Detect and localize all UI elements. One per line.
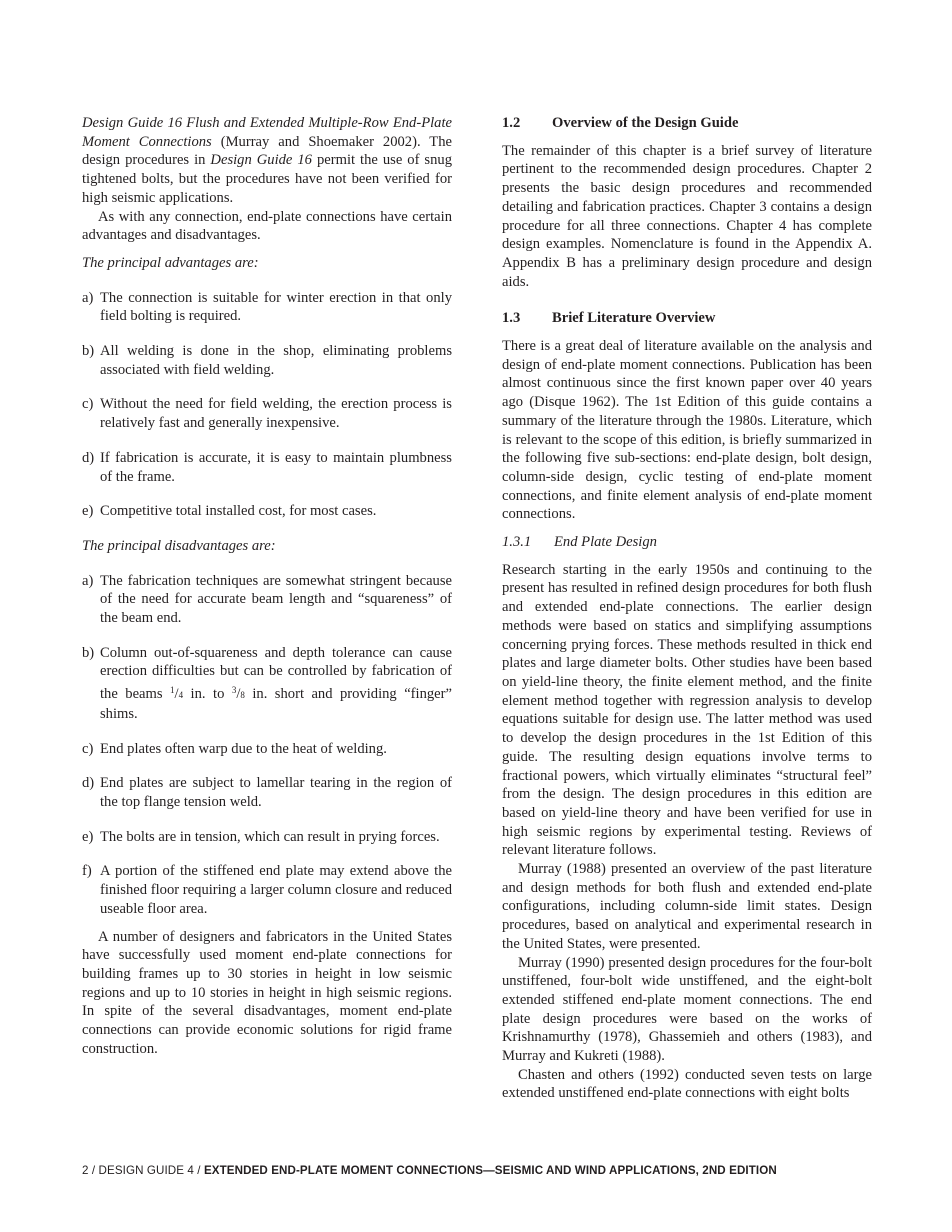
list-text: End plates often warp due to the heat of welding. — [100, 740, 387, 757]
fraction-denominator: 4 — [178, 690, 184, 701]
list-item — [82, 862, 452, 918]
left-column — [82, 114, 452, 1058]
list-item — [82, 289, 452, 326]
list-item: b) Column out-of-squareness and depth tolerance can cause erection difficulties but can be controlled by fabrication of the beams $^1$/4 in. to $^3$/8 in. short and providing “finger” shims. — [82, 644, 452, 722]
list-item — [82, 572, 452, 628]
list-item — [82, 395, 452, 432]
list-label: a) — [82, 289, 94, 306]
intro-italic-ref: Design Guide 16 — [210, 152, 312, 169]
intro-text-2: permit the use of snug tightened bolts, but the procedures have not been verified for high seismic applications. — [82, 152, 452, 206]
list-label: b) — [82, 644, 95, 661]
list-item — [82, 774, 452, 811]
list-item — [82, 502, 452, 521]
fraction-denominator: 8 — [240, 690, 245, 701]
closing-paragraph: A number of designers and fabricators in the United States have successfully used moment end-plate connections for building frames up to 30 stories in height in low seismic regions and up to 10 stories in height in high seismic regions. In spite of the several disadvantages, moment end-plate connections can provide economic solutions for rigid frame construction. — [82, 928, 452, 1057]
fraction-numerator: 1 — [170, 685, 175, 696]
intro-text-1: (Murray and Shoemaker 2002). The design procedures in — [82, 133, 452, 169]
list-text: in. to — [183, 686, 232, 703]
list-item — [82, 449, 452, 486]
list-label: b) — [82, 343, 95, 360]
list-label: f) — [82, 863, 92, 880]
literature-paragraph: There is a great deal of literature available on the analysis and design of end-plate moment connections. Publication has been almost continuous since the first known paper over 40 years ago (Disque 1962). The 1st Edition of this guide contains a summary of the literature through the 1980s. Literature, which is relevant to the scope of this edition, is briefly summarized in the following five sub-sections: end-plate design, bolt design, column-side design, cyclic testing of end-plate moment connections, and finite element analysis of end-plate moment connections. — [502, 338, 872, 523]
subsection-number: 1.3.1 — [502, 534, 532, 551]
section-title: Brief Literature Overview — [552, 310, 716, 327]
section-heading-1-3 — [502, 309, 872, 328]
list-text: Without the need for field welding, the erection process is relatively fast and generally inexpensive. — [100, 396, 452, 432]
list-label: c) — [82, 396, 94, 413]
intro-italic-title: Design Guide 16 Flush and Extended Multiple-Row End-Plate Moment Connections — [82, 115, 452, 150]
advantages-heading: The principal advantages are: — [82, 254, 259, 271]
list-text: A portion of the stiffened end plate may extend above the finished floor requiring a larger column closure and reduced useable floor area. — [100, 863, 452, 917]
section-heading-1-2 — [502, 114, 872, 133]
page-footer — [82, 1164, 882, 1177]
list-text: If fabrication is accurate, it is easy to maintain plumbness of the frame. — [100, 449, 452, 485]
murray-1990-paragraph: Murray (1990) presented design procedures for the four-bolt unstiffened, four-bolt wide unstiffened, and the eight-bolt extended stiffened end-plate moment connections. The end plate design procedures were based on the works of Krishnamurthy (1978), Ghassemieh and others (1983), and Murray and Kukreti (1988). — [502, 954, 872, 1065]
list-text: The connection is suitable for winter erection in that only field bolting is required. — [100, 289, 452, 325]
advantages-disadvantages-paragraph: As with any connection, end-plate connections have certain advantages and disadvantages. — [82, 208, 452, 244]
subsection-heading-1-3-1 — [502, 533, 872, 552]
list-label: e) — [82, 503, 94, 520]
subsection-title: End Plate Design — [554, 534, 657, 551]
overview-paragraph: The remainder of this chapter is a brief survey of literature pertinent to the recommended design procedures. Chapter 2 presents the basic design procedures and recommended detailing and fabrication practices. Chapter 3 contains a design procedure for all three connections. Chapter 4 has complete design examples. Nomenclature is found in the Appendix A. Appendix B has a preliminary design procedure and design aids. — [502, 142, 872, 290]
list-text: All welding is done in the shop, eliminating problems associated with field welding. — [100, 343, 452, 378]
list-item — [82, 342, 452, 379]
fraction-numerator: 3 — [231, 685, 237, 696]
list-label: a) — [82, 572, 94, 589]
section-title: Overview of the Design Guide — [552, 115, 739, 131]
list-item — [82, 828, 452, 847]
end-plate-design-paragraph: Research starting in the early 1950s and continuing to the present has resulted in refined design procedures for both flush and extended end-plate connections. The earlier design methods were based on statics and simplifying assumptions concerning prying forces. These methods resulted in thick end plates and large diameter bolts. Other studies have been based on yield-line theory, the finite element method, and the finite element method together with regression analysis to develop equations suitable for design use. The latter method was used to develop the design procedures in the 1st Edition of this guide. The resulting design equations involve terms to fractional powers, which virtually eliminates “structural feel” from the design. The design procedures in this edition are based on yield-line theory and have been verified for use in high seismic regions by experimental testing. Reviews of relevant literature follows. — [502, 561, 872, 859]
murray-1988-paragraph: Murray (1988) presented an overview of the past literature and design methods for both flush and extended end-plate configurations, including column-side limit states. Design procedures, based on analytical and experimental research in the United States, were presented. — [502, 861, 872, 952]
list-text: The bolts are in tension, which can result in prying forces. — [100, 828, 440, 845]
disadvantages-list — [82, 572, 452, 919]
list-text: Column out-of-squareness and depth tolerance can cause erection difficulties but can be controlled by fabrication of the beams — [100, 644, 452, 703]
intro-paragraph — [82, 114, 452, 208]
list-label: e) — [82, 828, 94, 845]
list-text: End plates are subject to lamellar tearing in the region of the top flange tension weld. — [100, 775, 452, 810]
disadvantages-heading: The principal disadvantages are: — [82, 537, 276, 554]
right-column — [502, 114, 872, 1103]
footer-title: EXTENDED END-PLATE MOMENT CONNECTIONS—SEISMIC AND WIND APPLICATIONS, 2ND EDITION — [203, 1164, 777, 1177]
chasten-paragraph: Chasten and others (1992) conducted seven tests on large extended unstiffened end-plate connections with eight bolts — [502, 1066, 872, 1102]
list-text: in. short and providing “finger” shims. — [100, 686, 452, 722]
section-number: 1.3 — [502, 310, 521, 327]
list-label: d) — [82, 775, 95, 792]
list-item — [82, 740, 452, 759]
section-number: 1.2 — [502, 115, 521, 131]
footer-page-prefix: 2 / DESIGN GUIDE 4 / — [82, 1164, 204, 1177]
list-label: d) — [82, 449, 95, 466]
list-text: The fabrication techniques are somewhat stringent because of the need for accurate beam length and “squareness” of the beam end. — [100, 572, 452, 627]
list-label: c) — [82, 740, 94, 757]
advantages-list — [82, 289, 452, 521]
list-text: Competitive total installed cost, for most cases. — [100, 503, 377, 520]
